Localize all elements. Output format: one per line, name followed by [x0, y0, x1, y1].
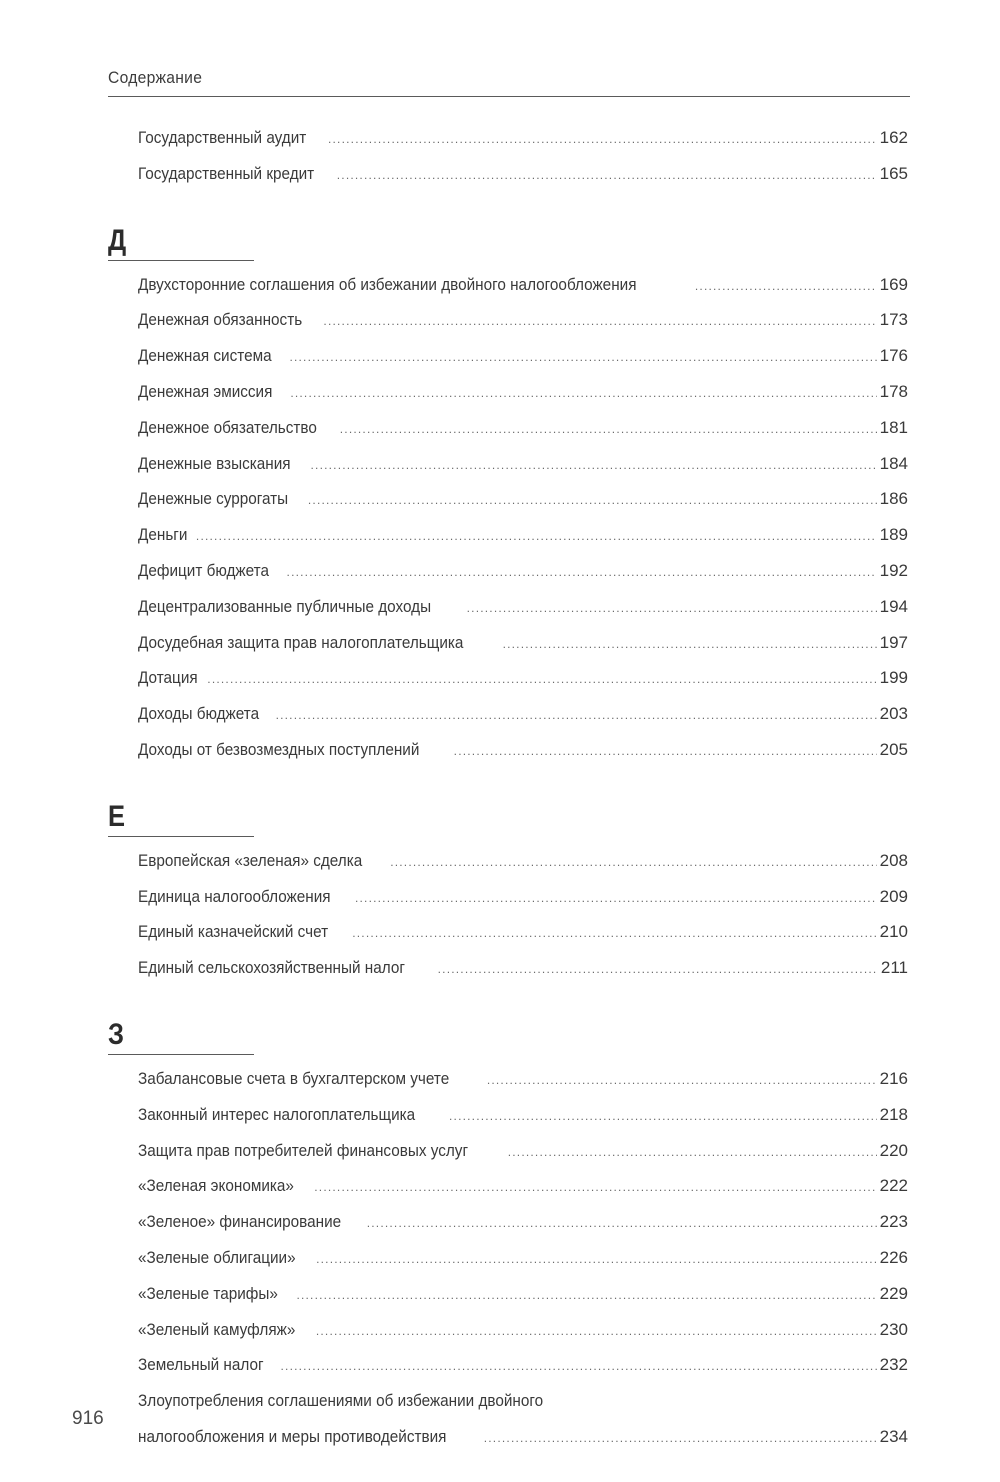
toc-entry[interactable] [138, 589, 908, 625]
entry-page: 232 [879, 1355, 908, 1375]
entry-title: Государственный аудит [138, 128, 307, 147]
entry-title: Деньги [138, 525, 188, 545]
entry-page: 216 [879, 1068, 908, 1088]
toc-entry[interactable] [138, 843, 908, 879]
dot-leader [438, 952, 878, 988]
entry-page: 181 [879, 417, 908, 437]
section-letter: З [108, 1017, 124, 1051]
dot-leader [367, 1206, 877, 1242]
dot-leader [311, 448, 877, 484]
entry-page: 220 [879, 1140, 908, 1160]
entry-title: Денежные суррогаты [138, 489, 289, 509]
entry-title: Денежная эмиссия [138, 381, 273, 401]
dot-leader [289, 340, 876, 376]
header-title: Содержание [108, 68, 203, 87]
entry-page: 226 [879, 1247, 908, 1267]
entry-page: 229 [879, 1283, 908, 1303]
toc-section [108, 1010, 908, 1457]
entry-title: Защита прав потребителей финансовых услуг [138, 1140, 469, 1160]
dot-leader [454, 734, 877, 770]
section-letter-heading [108, 216, 254, 261]
dot-leader [196, 519, 877, 555]
entry-title: Единый казначейский счет [138, 922, 329, 942]
entry-title-line1: Злоупотребления соглашениями об избежании двойного [138, 1391, 544, 1411]
dot-leader [276, 698, 877, 734]
toc-entry[interactable] [138, 732, 908, 768]
section-letter: Д [108, 223, 127, 257]
toc-section [108, 792, 908, 986]
entry-title: Доходы от безвозмездных поступлений [138, 739, 420, 759]
dot-leader [487, 1063, 877, 1099]
toc-entry[interactable] [138, 1168, 908, 1204]
toc-entry[interactable] [138, 156, 908, 192]
toc-entry[interactable] [138, 1133, 908, 1169]
section-letter: Е [108, 799, 126, 833]
entry-title: «Зеленые тарифы» [138, 1283, 278, 1303]
toc-entry[interactable] [138, 446, 908, 482]
toc-entry[interactable] [138, 914, 908, 950]
entry-title: «Зеленый камуфляж» [138, 1319, 296, 1339]
dot-leader [337, 158, 877, 194]
entry-page: 162 [879, 128, 908, 147]
entry-title: Единый сельскохозяйственный налог [138, 958, 405, 978]
dot-leader [449, 1099, 877, 1135]
dot-leader [484, 1421, 877, 1457]
entry-page: 169 [879, 274, 908, 294]
entry-page: 199 [879, 668, 908, 688]
entry-title: Дефицит бюджета [138, 560, 269, 580]
entry-title: Законный интерес налогоплательщика [138, 1104, 416, 1124]
dot-leader [290, 376, 876, 412]
section-letter-heading [108, 1010, 254, 1055]
entry-page: 210 [879, 922, 908, 942]
entry-title: Государственный кредит [138, 163, 315, 183]
toc-entry[interactable] [138, 1204, 908, 1240]
dot-leader [323, 304, 876, 340]
dot-leader [316, 1242, 877, 1278]
entry-page: 186 [879, 489, 908, 509]
entry-title: Дотация [138, 668, 198, 688]
dot-leader [308, 483, 877, 519]
dot-leader [316, 1314, 877, 1350]
entry-line2 [138, 1419, 908, 1457]
dot-leader [207, 662, 876, 698]
toc-entry[interactable] [138, 374, 908, 410]
dot-leader [355, 881, 877, 917]
table-of-contents [108, 120, 908, 1457]
entry-title: Досудебная защита прав налогоплательщика [138, 632, 464, 652]
entry-title: Земельный налог [138, 1355, 264, 1375]
dot-leader [340, 412, 877, 448]
toc-entry[interactable] [138, 410, 908, 446]
toc-entry[interactable] [138, 302, 908, 338]
dot-leader [287, 555, 877, 591]
dot-leader [281, 1349, 877, 1385]
entry-page: 176 [879, 346, 908, 366]
entry-page: 203 [879, 704, 908, 724]
dot-leader [695, 269, 877, 305]
entry-page: 222 [879, 1176, 908, 1196]
entry-page: 184 [879, 453, 908, 473]
toc-entry[interactable] [138, 660, 908, 696]
toc-section [108, 120, 908, 192]
toc-entry[interactable] [138, 267, 908, 303]
dot-leader [314, 1170, 876, 1206]
section-letter-heading [108, 792, 254, 837]
dot-leader [508, 1135, 877, 1171]
toc-entry[interactable] [138, 1097, 908, 1133]
entry-title: Децентрализованные публичные доходы [138, 596, 432, 616]
entry-title: Единица налогообложения [138, 886, 331, 906]
toc-entry[interactable] [138, 696, 908, 732]
dot-leader [296, 1278, 876, 1314]
toc-entry[interactable] [138, 481, 908, 517]
toc-entry[interactable] [138, 1347, 908, 1383]
toc-entry[interactable] [138, 1276, 908, 1312]
dot-leader [503, 627, 877, 663]
entry-title-line2: налогообложения и меры противодействия [138, 1426, 447, 1446]
entry-page: 208 [879, 850, 908, 870]
entry-page: 173 [879, 310, 908, 330]
entry-page: 194 [879, 596, 908, 616]
toc-entry[interactable] [138, 625, 908, 661]
entry-title: Денежные взыскания [138, 453, 291, 473]
toc-entry[interactable] [138, 879, 908, 915]
toc-entry-multiline[interactable] [138, 1383, 908, 1457]
dot-leader [390, 845, 876, 881]
entry-page: 165 [879, 163, 908, 183]
entry-title: «Зеленое» финансирование [138, 1212, 342, 1232]
toc-entry[interactable] [138, 553, 908, 589]
entry-title: Забалансовые счета в бухгалтерском учете [138, 1068, 450, 1088]
entry-page: 230 [879, 1319, 908, 1339]
entry-page: 234 [879, 1426, 908, 1446]
entry-title: Денежное обязательство [138, 417, 317, 437]
toc-entry[interactable] [138, 1061, 908, 1097]
entry-page: 223 [879, 1212, 908, 1232]
toc-entry[interactable] [138, 950, 908, 986]
entry-title: Доходы бюджета [138, 704, 260, 724]
toc-entry[interactable] [138, 120, 908, 156]
entry-page: 192 [879, 560, 908, 580]
entry-title: Европейская «зеленая» сделка [138, 850, 363, 870]
entry-page: 189 [879, 525, 908, 545]
entry-page: 205 [879, 739, 908, 759]
entry-title: Денежная система [138, 346, 272, 366]
toc-entry[interactable] [138, 1312, 908, 1348]
entry-page: 211 [880, 958, 908, 978]
toc-entry[interactable] [138, 338, 908, 374]
toc-section [108, 216, 908, 768]
dot-leader [328, 122, 877, 158]
entry-title: Двухсторонние соглашения об избежании двойного налогообложения [138, 274, 637, 294]
entry-page: 178 [879, 381, 908, 401]
entry-page: 218 [879, 1104, 908, 1124]
entry-title: Денежная обязанность [138, 310, 303, 330]
entry-page: 209 [879, 886, 908, 906]
entry-title: «Зеленая экономика» [138, 1176, 294, 1196]
page-number: 916 [72, 1408, 104, 1429]
entry-page: 197 [879, 632, 908, 652]
entry-title: «Зеленые облигации» [138, 1247, 296, 1267]
dot-leader [467, 591, 877, 627]
running-header [108, 68, 910, 97]
toc-entry[interactable] [138, 1240, 908, 1276]
toc-entry[interactable] [138, 517, 908, 553]
dot-leader [352, 916, 876, 952]
